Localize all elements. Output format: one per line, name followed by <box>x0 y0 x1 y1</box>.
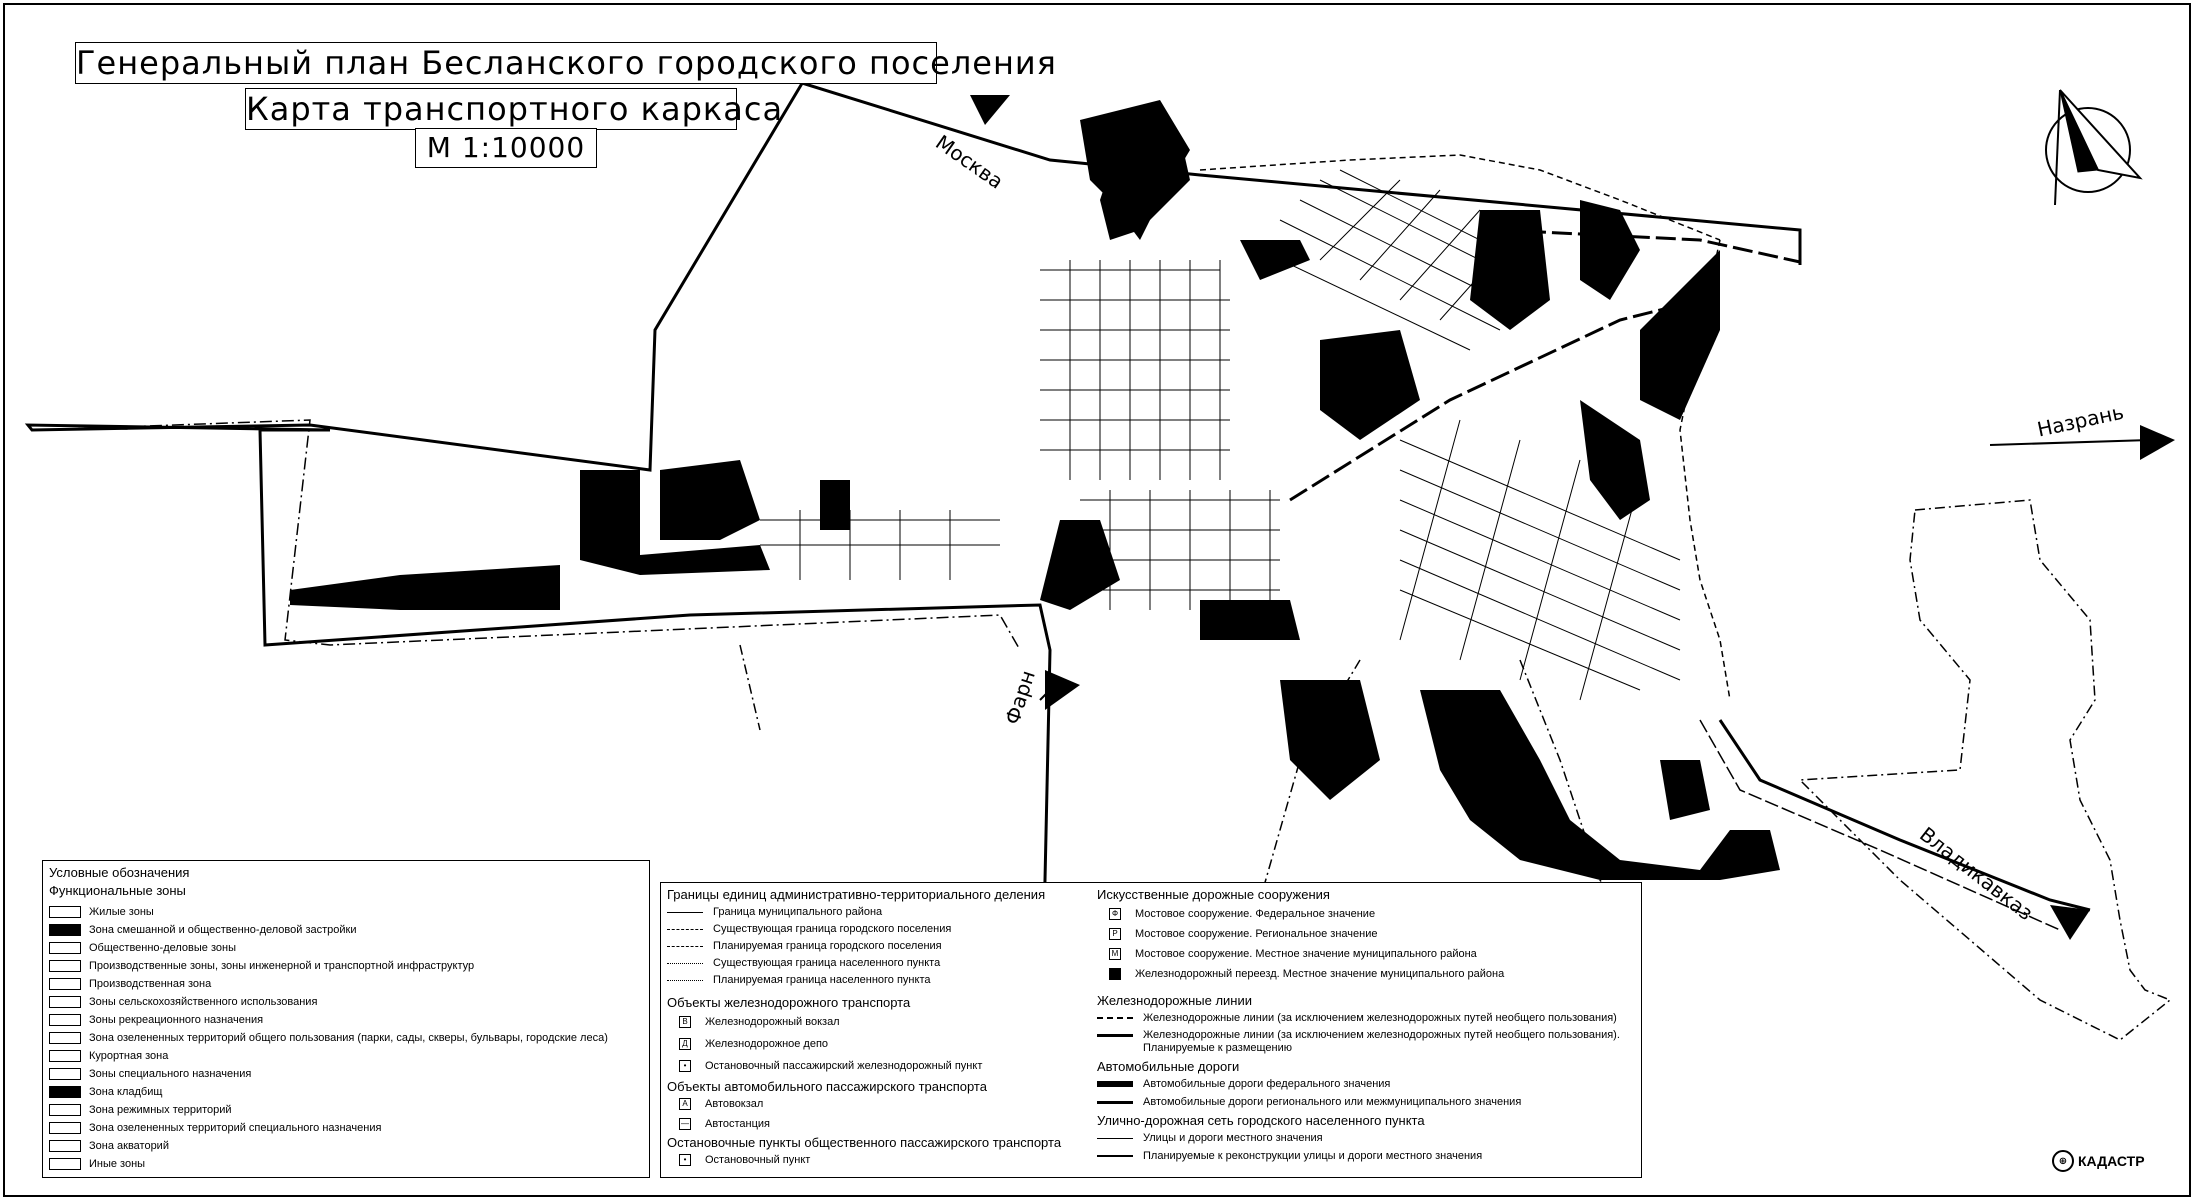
direction-label-vladikavkaz: Владикавказ <box>1915 822 2038 926</box>
legend-streets-title: Улично-дорожная сеть городского населенного пункта <box>1097 1113 1425 1128</box>
legend-stop-row <box>667 1153 810 1167</box>
legend-road-row <box>1097 1077 1390 1091</box>
legend-zone-row <box>49 1103 232 1117</box>
legend-functional-zones <box>42 860 650 1178</box>
legend-boundary-row <box>667 973 930 987</box>
dark-zone-west-3 <box>660 460 760 540</box>
legend-label: Железнодорожный вокзал <box>705 1016 840 1028</box>
legend-symbol-icon: Ф <box>1109 908 1121 920</box>
legend-boundary-row <box>667 956 940 970</box>
legend-zone-row <box>49 959 474 973</box>
zone-swatch <box>49 978 81 990</box>
legend-symbol-icon: Р <box>1109 928 1121 940</box>
dark-zone-north-strip <box>1080 100 1190 240</box>
legend-label: Существующая граница городского поселения <box>713 923 952 935</box>
zone-swatch <box>49 1032 81 1044</box>
legend-symbol-icon: Д <box>679 1038 691 1050</box>
map-title: Генеральный план Бесланского городского поселения <box>76 44 1057 82</box>
legend-label: Планируемая граница городского поселения <box>713 940 942 952</box>
legend-label: Граница муниципального района <box>713 906 883 918</box>
legend-railways-title: Железнодорожные линии <box>1097 993 1252 1008</box>
legend-symbol-icon: М <box>1109 948 1121 960</box>
legend-zone-row <box>49 905 154 919</box>
dark-zone-south-3 <box>1660 760 1710 820</box>
legend-label: Планируемые к размещению <box>1143 1042 1293 1054</box>
legend-symbol-icon: В <box>679 1016 691 1028</box>
legend-symbol-icon: А <box>679 1098 691 1110</box>
legend-label: Производственная зона <box>89 978 212 990</box>
legend-boundary-row <box>667 922 951 936</box>
dark-zone-east <box>1640 250 1720 420</box>
legend-rail-row <box>667 1015 840 1029</box>
legend-rail-row <box>667 1059 982 1073</box>
map-subtitle: Карта транспортного каркаса <box>246 90 784 128</box>
line-symbol <box>1097 1101 1133 1104</box>
legend-label: Зона смешанной и общественно-деловой застройки <box>89 924 357 936</box>
legend-label: Существующая граница населенного пункта <box>713 957 941 969</box>
municipal-boundary-right <box>1800 500 2170 1040</box>
legend-label: Зоны специального назначения <box>89 1068 252 1080</box>
street-grid-nw <box>1040 260 1230 480</box>
legend-auto-row <box>667 1117 770 1131</box>
arrow-nazran <box>2140 425 2175 460</box>
zone-swatch <box>49 1050 81 1062</box>
line-symbol <box>667 980 703 981</box>
legend-roads-title: Автомобильные дороги <box>1097 1059 1240 1074</box>
legend-label: Зоны сельскохозяйственного использования <box>89 996 318 1008</box>
legend-label: Зона режимных территорий <box>89 1104 232 1116</box>
legend-railway-row <box>1097 1011 1617 1025</box>
zone-swatch <box>49 1068 81 1080</box>
line-symbol <box>667 963 703 964</box>
dark-zone-south-2 <box>1280 680 1380 800</box>
legend-transport <box>660 882 1642 1178</box>
legend-label: Мостовое сооружение. Местное значение муниципального района <box>1135 948 1477 960</box>
kadastr-logo <box>2052 1150 2145 1172</box>
line-symbol <box>1097 1081 1133 1087</box>
dark-zone-cemetery-sw <box>1420 690 1780 880</box>
legend-structure-row <box>1097 927 1377 941</box>
direction-label-moscow: Москва <box>931 130 1008 194</box>
legend-street-row <box>1097 1149 1482 1163</box>
legend-stops-title: Остановочные пункты общественного пассажирского транспорта <box>667 1135 1062 1150</box>
north-arrow <box>2046 90 2140 205</box>
legend-label: Зоны рекреационного назначения <box>89 1014 264 1026</box>
line-symbol <box>667 929 703 930</box>
legend-street-row <box>1097 1131 1323 1145</box>
legend-label: Мостовое сооружение. Региональное значение <box>1135 928 1378 940</box>
legend-road-row <box>1097 1095 1521 1109</box>
legend-label: Мостовое сооружение. Федеральное значение <box>1135 908 1376 920</box>
legend-symbol-icon: • <box>679 1154 691 1166</box>
district-boundary-south <box>740 645 760 730</box>
legend-auto-title: Объекты автомобильного пассажирского транспорта <box>667 1079 987 1094</box>
legend-label: Зона кладбищ <box>89 1086 163 1098</box>
legend-zone-row <box>49 995 317 1009</box>
legend-zone-row <box>49 1085 162 1099</box>
legend-zone-row <box>49 941 236 955</box>
legend-label: Железнодорожные линии (за исключением железнодорожных путей необщего пользования) <box>1143 1012 1617 1024</box>
legend-label: Курортная зона <box>89 1050 169 1062</box>
legend-zone-row <box>49 1049 168 1063</box>
zone-swatch <box>49 1014 81 1026</box>
line-symbol <box>667 912 703 913</box>
legend-label: Автомобильные дороги федерального значения <box>1143 1078 1391 1090</box>
zone-swatch <box>49 924 81 936</box>
legend-symbol-icon: — <box>681 1119 689 1128</box>
legend-label: Автовокзал <box>705 1098 764 1110</box>
legend-zone-row <box>49 977 211 991</box>
zone-swatch <box>49 942 81 954</box>
legend-section-zones: Функциональные зоны <box>49 883 186 898</box>
dark-zone-center <box>1320 330 1420 440</box>
legend-label: Производственные зоны, зоны инженерной и транспортной инфраструктур <box>89 960 475 972</box>
arrow-moscow <box>970 95 1010 125</box>
legend-label: Иные зоны <box>89 1158 146 1170</box>
legend-label: Автостанция <box>705 1118 770 1130</box>
line-symbol <box>1097 1138 1133 1139</box>
legend-structure-row <box>1097 967 1504 981</box>
legend-zone-row <box>49 1031 608 1045</box>
zone-swatch <box>49 1158 81 1170</box>
zone-swatch <box>49 1122 81 1134</box>
direction-label-nazran: Назрань <box>2035 399 2126 442</box>
dark-zone-center-west <box>820 480 850 530</box>
zone-swatch <box>49 1104 81 1116</box>
legend-structures-title: Искусственные дорожные сооружения <box>1097 887 1330 902</box>
map-scale: М 1:10000 <box>415 128 597 168</box>
line-symbol <box>667 946 703 947</box>
legend-label: Планируемые к реконструкции улицы и дороги местного значения <box>1143 1150 1483 1162</box>
legend-rail-title: Объекты железнодорожного транспорта <box>667 995 911 1010</box>
dark-zone-center-2 <box>1040 520 1120 610</box>
line-symbol <box>1097 1155 1133 1157</box>
legend-zone-row <box>49 1139 169 1153</box>
zone-swatch <box>49 906 81 918</box>
legend-boundary-row <box>667 939 942 953</box>
legend-label: Железнодорожные линии (за исключением железнодорожных путей необщего пользования). <box>1143 1029 1620 1041</box>
legend-boundary-row <box>667 905 882 919</box>
zone-swatch <box>49 996 81 1008</box>
legend-label: Зона озелененных территорий общего пользования (парки, сады, скверы, бульвары, городские леса) <box>89 1032 608 1044</box>
dark-zone-west <box>290 565 560 610</box>
legend-label: Остановочный пассажирский железнодорожный пункт <box>705 1060 983 1072</box>
street-grid-w <box>760 510 1000 580</box>
legend-rail-row <box>667 1037 828 1051</box>
legend-symbol-icon: П <box>1109 968 1121 980</box>
legend-label: Зона акваторий <box>89 1140 169 1152</box>
legend-railway-row <box>1097 1028 1620 1042</box>
legend-structure-row <box>1097 947 1477 961</box>
legend-label: Остановочный пункт <box>705 1154 811 1166</box>
zone-swatch <box>49 1086 81 1098</box>
legend-railway-note <box>1143 1041 1292 1055</box>
arrow-vladikavkaz <box>2050 905 2090 940</box>
legend-auto-row <box>667 1097 763 1111</box>
dark-zone-south-1 <box>1200 600 1300 640</box>
legend-zone-row <box>49 1121 381 1135</box>
legend-zone-row <box>49 923 356 937</box>
line-symbol <box>1097 1017 1133 1019</box>
legend-symbol-icon: • <box>679 1060 691 1072</box>
dark-zone-east-2 <box>1580 400 1650 520</box>
legend-label: Планируемая граница населенного пункта <box>713 974 931 986</box>
direction-label-farn: Фарн <box>1000 667 1040 728</box>
legend-title: Условные обозначения <box>49 865 190 880</box>
zone-swatch <box>49 1140 81 1152</box>
legend-label: Железнодорожный переезд. Местное значение муниципального района <box>1135 968 1505 980</box>
legend-label: Зона озелененных территорий специального назначения <box>89 1122 382 1134</box>
zone-swatch <box>49 960 81 972</box>
logo-text: КАДАСТР <box>2078 1153 2145 1169</box>
legend-label: Жилые зоны <box>89 906 154 918</box>
legend-label: Улицы и дороги местного значения <box>1143 1132 1323 1144</box>
dark-zone-north-2 <box>1240 240 1310 280</box>
legend-label: Железнодорожное депо <box>705 1038 829 1050</box>
legend-zone-row <box>49 1013 263 1027</box>
legend-zone-row <box>49 1157 145 1171</box>
line-symbol <box>1097 1034 1133 1037</box>
globe-icon: ⊕ <box>2052 1150 2074 1172</box>
road-vladikavkaz <box>1720 720 2090 910</box>
dark-zone-ne <box>1470 210 1550 330</box>
legend-label: Автомобильные дороги регионального или межмуниципального значения <box>1143 1096 1522 1108</box>
legend-structure-row <box>1097 907 1375 921</box>
legend-zone-row <box>49 1067 251 1081</box>
arrow-farn <box>1045 670 1080 710</box>
legend-label: Общественно-деловые зоны <box>89 942 236 954</box>
legend-boundaries-title: Границы единиц административно-территориального деления <box>667 887 1046 902</box>
street-grid-center <box>1080 490 1280 610</box>
